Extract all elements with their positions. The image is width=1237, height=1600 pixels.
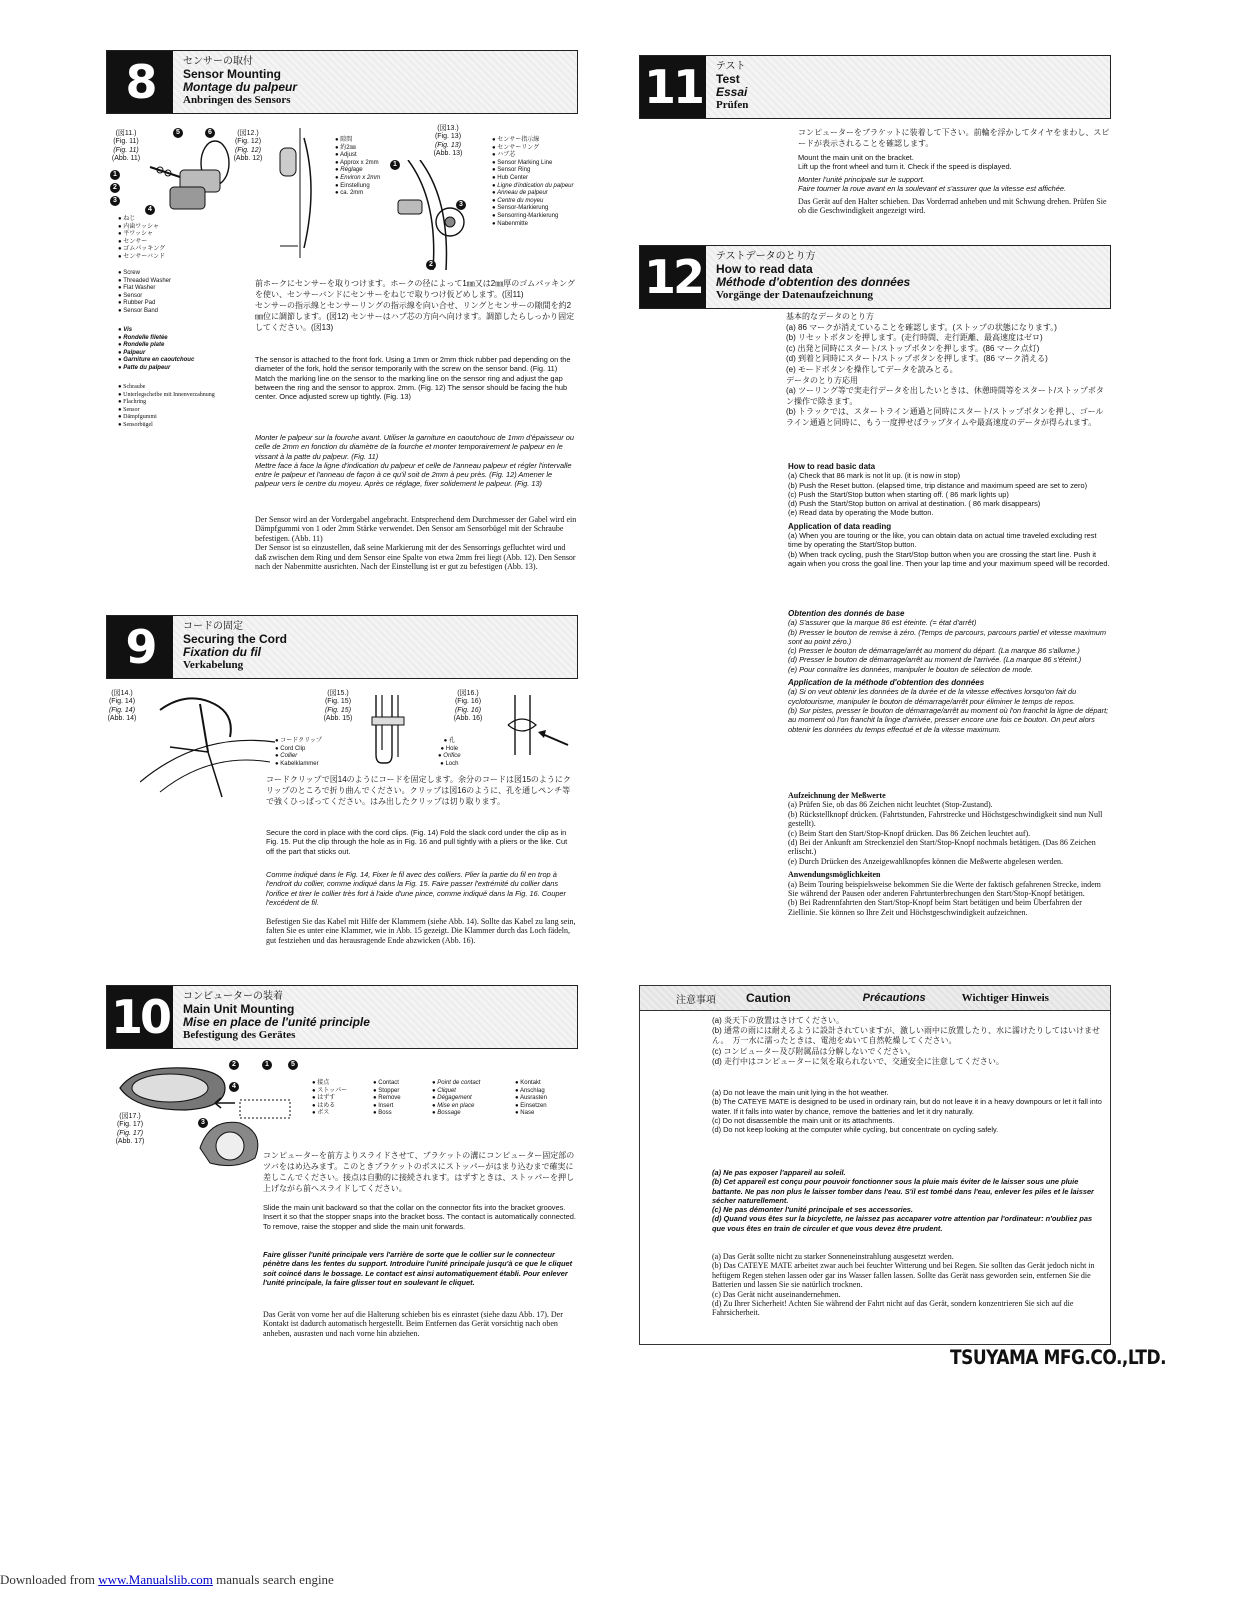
title-jp: コードの固定 xyxy=(183,621,243,632)
s9-text-fr: Comme indiqué dans le Fig. 14, Fixer le fil avec des colliers. Plier la partie du fil en trop à l'endroit du collier, comme indiqué dans la Fig. 15. Faire passer l'extrémité du collier dans l'orifice et tirer le collier très fort à l'aide d'une pince, comme indiqué dans la Fig. 16. Couper l'excédent de fil. xyxy=(266,870,567,907)
fig13-hub-diagram xyxy=(378,160,488,275)
brand-logo: TSUYAMA MFG.CO.,LTD. xyxy=(950,1346,1167,1370)
caution-title-en: Caution xyxy=(746,991,791,1005)
s12-text-de: Aufzeichnung der Meßwerte (a) Prüfen Sie, ob das 86 Zeichen nicht leuchtet (Stop-Zustand). (b) Rückstellknopf drücken. (Fahrtstunden, Fahrstrecke und Höchstgeschwindigkeit sind nun Null gestellt). (c) Beim Start den Start/Stop-Knopf drücken. Das 86 Zeichen leuchtet auf). (d) Bei der Ankunft am Streckenziel den Start/Stop-Knopf nochmals betätigen. (Das 86 Zeichen erlischt.) (e) Durch Drücken des Anzeigewahlknopfes können die Meßwerte abgelesen werden. Anwendungsmöglichkeiten (a) Beim Touring beispielsweise bekommen Sie die Werte der faktisch gefahrenen Strecke, indem Sie während der Pausen oder anderen Fahrtunterbrechungen den Start/Stop-Knopf betätigen. (b) Bei Radrennfahrten den Start/Stop-Knopf beim Start betätigen und beim Überfahren der Ziellinie. Sie können so Ihre Zeit und Höchstgeschwindigkeit aufzeichnen. xyxy=(788,791,1103,917)
callout-3: 3 xyxy=(198,1118,208,1128)
title-en: How to read data xyxy=(716,262,813,276)
footer-prefix: Downloaded from xyxy=(0,1572,99,1587)
title-de: Verkabelung xyxy=(183,659,244,671)
s8-text-fr: Monter le palpeur sur la fourche avant. Utiliser la garniture en caoutchouc de 1mm d'épaisseur ou celle de 2mm en fonction du diamètre de la fourche et monter temporairement le palpeur en le vissant à la patte du palpeur. (Fig. 11) Mettre face à face la ligne d'indication du palpeur et celle de l'anneau palpeur et régler l'intervalle entre le palpeur et l'anneau de façon à ce qu'il soit de 2mm à peu près. (Fig. 12) Amener le palpeur vers le centre du moyeu. Après ce réglage, fixer solidement le palpeur. (Fig. 13) xyxy=(255,433,574,489)
title-de: Befestigung des Gerätes xyxy=(183,1029,296,1041)
s8-text-en: The sensor is attached to the front fork. Using a 1mm or 2mm thick rubber pad depending on the diameter of the fork, hold the sensor temporarily with the screw on the sensor band. (Fig. 11) Match the marking line on the sensor to the marking line on the sensor ring and adjust the gap between the ring and the sensor to approx. 2mm. (Fig. 12) The sensor should be facing the hub center. Once adjusted screw up tightly. (Fig. 13) xyxy=(255,355,571,402)
title-de: Anbringen des Sensors xyxy=(183,94,291,106)
callout-2: 2 xyxy=(229,1060,239,1070)
callout-1: 1 xyxy=(390,160,400,170)
fig11-sensor-diagram xyxy=(110,125,245,225)
cord-clip-legend: ● コードクリップ ● Cord Clip ● Collier ● Kabelklammer xyxy=(275,738,322,768)
title-fr: Mise en place de l'unité principle xyxy=(183,1015,370,1029)
s10-text-de: Das Gerät von vorne her auf die Halterung schieben bis es einrastet (siehe dazu Abb. 17). Der Kontakt ist dadurch automatisch hergestellt. Beim Entfernen das Gerät vorsichtig nach oben anheben, ausrasten und nach vorne hin abziehen. xyxy=(263,1310,563,1338)
title-jp: テストデータのとり方 xyxy=(716,251,816,262)
caution-title-de: Wichtiger Hinweis xyxy=(961,992,1049,1004)
s11-text-fr: Monter l'unité principale sur le support. Faire tourner la roue avant en la soulevant et s'assurer que la vitesse est affichée. xyxy=(798,175,1067,194)
title-de: Vorgänge der Datenaufzeichnung xyxy=(716,289,874,301)
caution-text-en: (a) Do not leave the main unit lying in the hot weather. (b) The CATEYE MATE is designed to be used in ordinary rain, but do not leave it in a heavy downpours or let it fall into water. If it falls into water by chance, remove the batteries and let it dry naturally. (c) Do not disassemble the main unit or its attachments. (d) Do not keep looking at the computer while cycling, but concentrate on cycling safely. xyxy=(712,1088,1102,1135)
caution-title-jp: 注意事項 xyxy=(676,994,716,1006)
callout-4: 4 xyxy=(229,1082,239,1092)
caution-box xyxy=(639,985,1111,1345)
s11-text-de: Das Gerät auf den Halter schieben. Das Vorderrad anheben und mit Schwung drehen. Prüfen Sie ob die Geschwindigkeit angezeigt wird. xyxy=(798,197,1107,216)
s10-text-fr: Faire glisser l'unité principale vers l'arrière de sorte que le collier sur le connecteur pénètre dans les fentes du support. Introduire l'unité principale jusqu'à ce que le cliquet soit coincé dans le bossage. Le contact est ainsi automatiquement établi. Pour enlever l'unité principale, la faire glisser tout en soulevant le cliquet. xyxy=(263,1250,573,1287)
section-number: 9 xyxy=(107,616,173,678)
fig17-legend-fr: ● Point de contact ● Cliquet ● Dégagement ● Mise en place ● Bossage xyxy=(432,1080,480,1118)
fig15-label: (図15.) (Fig. 15) (Fig. 15) (Abb. 15) xyxy=(323,690,353,723)
title-fr: Essai xyxy=(716,85,748,99)
fig14-bicycle-diagram xyxy=(140,692,275,802)
s9-text-jp: コードクリップで図14のようにコードを固定します。余分のコードは図15のようにクリップのところで折り曲んでください。クリップは図16のように、孔を通しペンチ等で強くひっぱってください。はみ出したクリップは切り取ります。 xyxy=(266,775,571,806)
fig12-adjust-legend: ● 隙間 ● 約2㎜ ● Adjust ● Approx x 2mm ● Réglage ● Environ x 2mm ● Einstellung ● ca. 2mm xyxy=(335,137,380,198)
section-10-header xyxy=(106,985,578,1049)
callout-5: 5 xyxy=(173,128,183,138)
section-12-header xyxy=(639,245,1111,309)
fig12-gap-diagram xyxy=(270,128,330,258)
title-jp: センサーの取付 xyxy=(183,56,253,67)
section-number: 8 xyxy=(107,51,173,113)
caution-text-de: (a) Das Gerät sollte nicht zu starker Sonneneinstrahlung ausgesetzt werden. (b) Das CATEYE MATE arbeitet zwar auch bei feuchter Witterung und bei Regen. Sie sollten das Gerät jedoch nicht in heftigem Regen stehen lassen oder gar ins Wasser fallen lassen. Sollte das Gerät nass geworden sein, entfernen Sie die Batterien und lassen Sie sie natürlich trocknen. (c) Das Gerät nicht auseinandernehmen. (d) Zu Ihrer Sicherheit! Achten Sie während der Fahrt nicht auf das Gerät, sondern konzentrieren Sie sich auf die Fahrsicherheit. xyxy=(712,1252,1095,1318)
fig13-label: (図13.) (Fig. 13) (Fig. 13) (Abb. 13) xyxy=(433,125,463,158)
s9-text-en: Secure the cord in place with the cord clips. (Fig. 14) Fold the slack cord under the clip as in Fig. 15. Put the clip through the hole as in Fig. 16 and pull tightly with a pliers or the like. Cut off the part that sticks out. xyxy=(266,828,568,856)
download-footer xyxy=(0,1572,334,1588)
fig17-legend-de: ● Kontakt ● Anschlag ● Ausrasten ● Einsetzen ● Nase xyxy=(515,1080,547,1118)
section-number: 11 xyxy=(640,56,706,118)
callout-2: 2 xyxy=(426,260,436,270)
callout-3: 3 xyxy=(110,196,120,206)
callout-3: 3 xyxy=(456,200,466,210)
s10-text-jp: コンピューターを前方よりスライドさせて、ブラケットの溝にコンピューター固定部のツバをはめ込みます。このときブラケットのボスにストッパーがはまり込むまで確実に差しこんでください。接点は自動的に接続されます。はずすときは、ストッパーを押し上げながら前へスライドしてください。 xyxy=(263,1151,575,1193)
section-number: 10 xyxy=(107,986,173,1048)
fig16-hole-diagram xyxy=(490,695,570,765)
title-fr: Méthode d'obtention des données xyxy=(716,275,911,289)
s8-text-de: Der Sensor wird an der Vordergabel angebracht. Entsprechend dem Durchmesser der Gabel wird ein Dämpfgummi von 1 oder 2mm Stärke verwendet. Den Sensor am Sensorbügel mit der Schraube befestigen. (Abb. 11) Der Sensor ist so einzustellen, daß seine Markierung mit der des Sensorrings gefluchtet wird und daß zwischen dem Ring und dem Sensor eine Spalte von etwa 2mm frei liegt (Abb. 12). Den Sensor nach der Nabenmitte ausrichten. Nach der Einstellung ist er gut zu befestigen (Abb. 13). xyxy=(255,515,577,572)
s11-text-en: Mount the main unit on the bracket. Lift up the front wheel and turn it. Check if the speed is displayed. xyxy=(798,153,1012,172)
callout-5: 5 xyxy=(288,1060,298,1070)
fig14-label: (図14.) (Fig. 14) (Fig. 14) (Abb. 14) xyxy=(107,690,137,723)
section-number: 12 xyxy=(640,246,706,308)
title-de: Prüfen xyxy=(716,99,749,111)
fig17-label: (図17.) (Fig. 17) (Fig. 17) (Abb. 17) xyxy=(115,1113,145,1146)
section-8-header xyxy=(106,50,578,114)
fig17-legend-jp: ● 接点 ● ストッパー ● はずす ● はめる ● ボス xyxy=(312,1080,347,1118)
callout-4: 4 xyxy=(145,205,155,215)
manualslib-link[interactable]: www.Manualslib.com xyxy=(98,1572,213,1587)
fig12-label: (図12.) (Fig. 12) (Fig. 12) (Abb. 12) xyxy=(233,130,263,163)
section-9-header xyxy=(106,615,578,679)
hole-legend: ● 孔 ● Hole ● Orifice ● Loch xyxy=(438,738,461,768)
fig11-legend-de: ● Schraube ● Unterlegscheibe mit Innenverzahnung ● Flachring ● Sensor ● Dämpfgummi ● Sensorbügel xyxy=(118,384,215,430)
s8-text-jp: 前ホークにセンサーを取りつけます。ホークの径によって1㎜又は2㎜厚のゴムパッキングを使い、センサーバンドにセンサーをねじで取りつけ仮どめします。(図11) センサーの指示線とセンサーリングの指示線を向い合せ、リングとセンサーの隙間を約2㎜位に調節します。(図12) センサーはハブ芯の方向へ向けます。調節したらしっかり固定してください。(図13) xyxy=(255,279,576,332)
title-en: Main Unit Mounting xyxy=(183,1002,295,1016)
fig15-cord-clip xyxy=(368,695,408,765)
callout-2: 2 xyxy=(110,183,120,193)
caution-title-fr: Précautions xyxy=(862,992,926,1004)
fig11-label: (図11.) (Fig. 11) (Fig. 11) (Abb. 11) xyxy=(111,130,141,163)
section-11-header xyxy=(639,55,1111,119)
title-en: Test xyxy=(716,72,740,86)
s12-text-en: How to read basic data (a) Check that 86 mark is not lit up. (it is now in stop) (b) Push the Reset button. (elapsed time, trip distance and maximum speed are set to zero) (c) Push the Start/Stop button when starting off. ( 86 mark lights up) (d) Push the Start/Stop button on arrival at destination. ( 86 mark disappears) (e) Read data by operating the Mode button. Application of data reading (a) When you are touring or the like, you can obtain data on actual time traveled excluding rest time by operating the Start/Stop button. (b) When track cycling, push the Start/Stop button when you are crossing the start line. Push it again when you cross the goal line. Then your lap time and your maximum speed will be recorded. xyxy=(788,462,1110,568)
title-jp: テスト xyxy=(716,61,746,72)
fig13-legend: ● センサー指示線 ● センサーリング ● ハブ芯 ● Sensor Marking Line ● Sensor Ring ● Hub Center ● Ligne d'indication du palpeur ● Anneau de palpeur ● Centre du moyeu ● Sensor-Markierung ● Sensorring-Markierung ● Nabenmitte xyxy=(492,137,582,228)
s12-text-jp: 基本的なデータのとり方 (a) 86 マークが消えていることを確認します。(ストップの状態になります。) (b) リセットボタンを押します。(走行時間、走行距離、最高速度はゼロ) (c) 出発と同時にスタート/ストップボタンを押します。(86 マーク点灯) (d) 到着と同時にスタート/ストップボタンを押します。(86 マーク消える) (e) モードボタンを操作してデータを読みとる。 データのとり方応用 (a) ツーリング等で実走行データを出したいときは、休憩時間等をスタート/ストップボタン操作で除きます。 (b) トラックでは、スタートライン通過と同時にスタート/ストップボタンを押し、ゴールライン通過と同時に、もう一度押せばラップタイムや最高速度のデータが得られます。 xyxy=(786,312,1104,427)
title-en: Sensor Mounting xyxy=(183,67,281,81)
caution-header xyxy=(640,986,1110,1011)
s9-text-de: Befestigen Sie das Kabel mit Hilfe der Klammern (siehe Abb. 14). Sollte das Kabel zu lang sein, falten Sie es unter eine Klammer, wie in Abb. 15 gezeigt. Die Klammer durch das Loch fädeln, gut festziehen und das herausragende Ende abzwicken (Abb. 16). xyxy=(266,917,576,945)
caution-text-fr: (a) Ne pas exposer l'appareil au soleil. (b) Cet appareil est conçu pour pouvoir fonctionner sous la pluie mais éviter de le laisser sous une pluie battante. Ne pas non plus le laisser tomber dans l'eau. S'il est tombé dans l'eau, enlever les piles et le laisser sécher naturellement. (c) Ne pas démonter l'unité principale et ses accessories. (d) Quand vous êtes sur la bicyclette, ne laissez pas accaparer votre attention par l'ordinateur: n'oubliez pas que vous êtes en train de circuler et que vous devez être prudent. xyxy=(712,1168,1094,1233)
callout-6: 6 xyxy=(205,128,215,138)
fig11-legend-fr: ● Vis ● Rondelle filetée ● Rondelle plate ● Palpeur ● Garniture en caoutchouc ● Patte du palpeur xyxy=(118,327,194,373)
caution-text-jp: (a) 炎天下の放置はさけてください。 (b) 通常の雨には耐えるように設計されていますが、激しい雨中に放置したり、水に濡けたりしてはいけません。 万一水に濡ったときは、電池をぬいて自然乾燥してください。 (c) コンピューター及び附属品は分解しないでください。 (d) 走行中はコンピューターに気を取られないで、交通安全に注意してください。 xyxy=(712,1016,1100,1066)
fig16-label: (図16.) (Fig. 16) (Fig. 16) (Abb. 16) xyxy=(453,690,483,723)
callout-1: 1 xyxy=(262,1060,272,1070)
callout-1: 1 xyxy=(110,170,120,180)
fig11-legend-en: ● Screw ● Threaded Washer ● Flat Washer ● Sensor ● Rubber Pad ● Sensor Band xyxy=(118,270,171,316)
fig17-legend-en: ● Contact ● Stopper ● Remove ● Insert ● Boss xyxy=(373,1080,401,1118)
footer-suffix: manuals search engine xyxy=(212,1572,334,1587)
title-fr: Montage du palpeur xyxy=(183,80,297,94)
s11-text-jp: コンピューターをブラケットに装着して下さい。前輪を浮かしてタイヤをまわし、スピードが表示されることを確認します。 xyxy=(798,128,1110,148)
title-fr: Fixation du fil xyxy=(183,645,261,659)
fig11-legend-jp: ● ねじ ● 内歯ワッシャ ● 平ワッシャ ● センサー ● ゴムパッキング ● センサーバンド xyxy=(118,216,165,262)
title-jp: コンピューターの装着 xyxy=(183,991,283,1002)
s12-text-fr: Obtention des donnés de base (a) S'assurer que la marque 86 est éteinte. (= état d'arrêt) (b) Presser le bouton de remise à zéro. (Temps de parcours, parcours partiel et vitesse maximum sont au point zéro.) (c) Presser le bouton de démarrage/arrêt au moment du départ. (La marque 86 s'allume.) (d) Presser le bouton de démarrage/arrêt au moment de l'arrivée. (La marque 86 s'éteint.) (e) Pour connaître les données, manipuler le bouton de sélection de mode. Application de la méthode d'obtention des données (a) Si on veut obtenir les données de la durée et de la vitesse effectives lorsqu'on fait du cyclotourisme, manipuler le bouton de démarrage/arrêt pour éliminer le temps de repos. (b) Sur pistes, presser le bouton de démarrage/arrêt au moment où l'on franchit la ligne de départ; au moment où l'on franchit la linge d'arrivée, presser encore une fois ce bouton. On peut alors obtenir les données du temps effectué et de la vitesse maximum. xyxy=(788,609,1109,734)
s10-text-en: Slide the main unit backward so that the collar on the connector fits into the bracket grooves. Insert it so that the stopper snaps into the bracket boss. The contact is automatically connected. To remove, raise the stopper and slide the main unit forwards. xyxy=(263,1203,576,1231)
title-en: Securing the Cord xyxy=(183,632,288,646)
